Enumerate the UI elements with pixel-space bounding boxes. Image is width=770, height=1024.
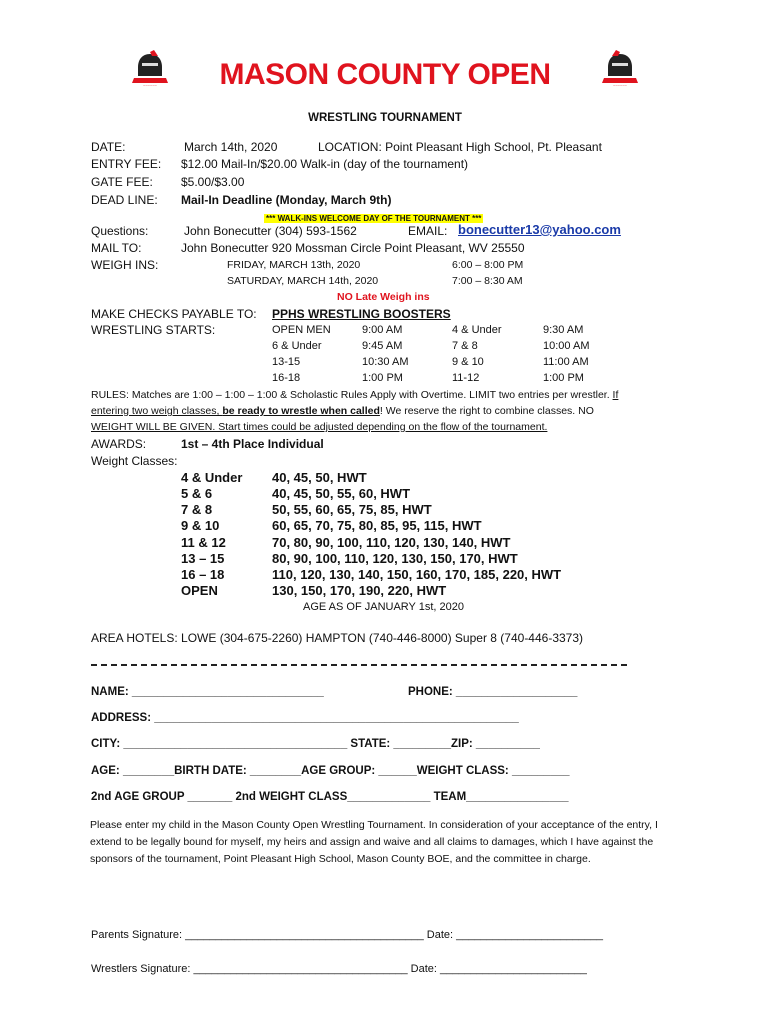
start-time: 10:30 AM bbox=[362, 356, 409, 368]
rules-line-2 bbox=[91, 405, 594, 417]
date-value: March 14th, 2020 bbox=[184, 140, 278, 154]
rules-line-3: WEIGHT WILL BE GIVEN. Start times could be adjusted depending on the flow of the tournament. bbox=[91, 421, 548, 433]
consent-paragraph: Please enter my child in the Mason County Open Wrestling Tournament. In consideration of your acceptance of the entry, I extend to be legally bound for myself, my heirs and assign and waive and all claims to damages, which I have against the sponsors of the tournament, Point Pleasant High School, Mason County BOE, and the committee in charge. bbox=[90, 819, 658, 865]
weigh-ins-label: WEIGH INS: bbox=[91, 258, 159, 272]
start-group: 11-12 bbox=[452, 372, 480, 384]
questions-label: Questions: bbox=[91, 224, 149, 238]
rules-text: RULES: Matches are 1:00 – 1:00 – 1:00 & Scholastic Rules Apply with Overtime. LIMIT two entries per wrestler. bbox=[91, 389, 613, 401]
entry-fee-value: $12.00 Mail-In/$20.00 Walk-in (day of the tournament) bbox=[181, 157, 469, 171]
location: LOCATION: Point Pleasant High School, Pt. Pleasant bbox=[318, 140, 602, 154]
questions-value: John Bonecutter (304) 593-1562 bbox=[184, 224, 357, 238]
mail-to-value: John Bonecutter 920 Mossman Circle Point Pleasant, WV 25550 bbox=[181, 241, 525, 255]
email-label: EMAIL: bbox=[408, 224, 448, 238]
start-time: 9:00 AM bbox=[362, 324, 403, 336]
weight-class-weights: 110, 120, 130, 140, 150, 160, 170, 185, 220, HWT bbox=[272, 567, 562, 582]
age-note: AGE AS OF JANUARY 1st, 2020 bbox=[303, 601, 464, 613]
deadline-label: DEAD LINE: bbox=[91, 193, 158, 207]
rules-text: ! We reserve the right to combine classes. NO bbox=[379, 405, 594, 417]
city-state-zip-field[interactable]: CITY: ___________________________________ STATE: _________ZIP: __________ bbox=[91, 738, 540, 750]
weigh-in-time: 6:00 – 8:00 PM bbox=[452, 259, 524, 271]
page-title: MASON COUNTY OPEN bbox=[219, 58, 551, 91]
weight-class-weights: 60, 65, 70, 75, 80, 85, 95, 115, HWT bbox=[272, 518, 482, 533]
weight-class-weights: 40, 45, 50, HWT bbox=[272, 470, 367, 485]
starts-label: WRESTLING STARTS: bbox=[91, 323, 216, 337]
weigh-in-time: 7:00 – 8:30 AM bbox=[452, 275, 523, 287]
email-link[interactable]: bonecutter13@yahoo.com bbox=[458, 222, 621, 237]
parent-signature-field[interactable]: Parents Signature: _______________________________________ Date: ________________________ bbox=[91, 929, 603, 941]
weight-class-group: 9 & 10 bbox=[181, 518, 220, 533]
start-group: 16-18 bbox=[272, 372, 301, 384]
start-time: 11:00 AM bbox=[543, 356, 589, 368]
rules-text-underlined: If bbox=[612, 389, 619, 401]
weight-class-group: 11 & 12 bbox=[181, 535, 226, 550]
awards-label: AWARDS: bbox=[91, 437, 147, 451]
start-time: 9:45 AM bbox=[362, 340, 403, 352]
entry-fee-label: ENTRY FEE: bbox=[91, 157, 162, 171]
svg-text:~~~~~~: ~~~~~~ bbox=[612, 83, 628, 88]
weight-class-weights: 130, 150, 170, 190, 220, HWT bbox=[272, 583, 447, 598]
start-group: 9 & 10 bbox=[452, 356, 484, 368]
weight-class-weights: 40, 45, 50, 55, 60, HWT bbox=[272, 486, 411, 501]
checks-label: MAKE CHECKS PAYABLE TO: bbox=[91, 307, 257, 321]
weight-class-group: 7 & 8 bbox=[181, 502, 213, 517]
start-time: 1:00 PM bbox=[362, 372, 403, 384]
phone-field[interactable]: PHONE: ___________________ bbox=[408, 686, 578, 698]
weight-class-group: 4 & Under bbox=[181, 470, 243, 485]
weigh-in-day: SATURDAY, MARCH 14th, 2020 bbox=[227, 275, 379, 287]
rules-text-underlined: entering two weigh classes, bbox=[91, 405, 223, 417]
start-time: 1:00 PM bbox=[543, 372, 584, 384]
page-subtitle: WRESTLING TOURNAMENT bbox=[308, 112, 462, 124]
rules-line-1 bbox=[91, 389, 618, 401]
weight-class-group: 16 – 18 bbox=[181, 567, 225, 582]
rules-text-emphasis: be ready to wrestle when called bbox=[222, 405, 380, 417]
weight-class-weights: 80, 90, 100, 110, 120, 130, 150, 170, HWT bbox=[272, 551, 518, 566]
weight-class-group: 13 – 15 bbox=[181, 551, 225, 566]
name-field[interactable]: NAME: ______________________________ bbox=[91, 686, 324, 698]
weight-class-weights: 70, 80, 90, 100, 110, 120, 130, 140, HWT bbox=[272, 535, 511, 550]
gate-fee-value: $5.00/$3.00 bbox=[181, 175, 245, 189]
mail-to-label: MAIL TO: bbox=[91, 241, 142, 255]
walkins-note: *** WALK-INS WELCOME DAY OF THE TOURNAMENT *** bbox=[266, 214, 482, 223]
second-group-class-team-field[interactable]: 2nd AGE GROUP _______ 2nd WEIGHT CLASS_____________ TEAM________________ bbox=[91, 791, 569, 803]
weight-class-group: 5 & 6 bbox=[181, 486, 213, 501]
area-hotels: AREA HOTELS: LOWE (304-675-2260) HAMPTON (740-446-8000) Super 8 (740-446-3373) bbox=[91, 631, 584, 645]
weight-class-group: OPEN bbox=[181, 583, 218, 598]
start-time: 9:30 AM bbox=[543, 324, 584, 336]
weigh-in-day: FRIDAY, MARCH 13th, 2020 bbox=[227, 259, 361, 271]
start-group: OPEN MEN bbox=[272, 324, 331, 336]
date-label: DATE: bbox=[91, 140, 126, 154]
gate-fee-label: GATE FEE: bbox=[91, 175, 153, 189]
weight-class-weights: 50, 55, 60, 65, 75, 85, HWT bbox=[272, 502, 432, 517]
wrestler-signature-field[interactable]: Wrestlers Signature: ___________________________________ Date: ________________________ bbox=[91, 963, 587, 975]
start-group: 13-15 bbox=[272, 356, 301, 368]
deadline-value: Mail-In Deadline (Monday, March 9th) bbox=[181, 193, 392, 207]
svg-text:~~~~~~: ~~~~~~ bbox=[142, 83, 158, 88]
start-group: 6 & Under bbox=[272, 340, 322, 352]
checks-value: PPHS WRESTLING BOOSTERS bbox=[272, 307, 451, 321]
start-group: 7 & 8 bbox=[452, 340, 478, 352]
age-birthdate-group-class-field[interactable]: AGE: ________BIRTH DATE: ________AGE GROUP: ______WEIGHT CLASS: _________ bbox=[91, 765, 570, 777]
start-time: 10:00 AM bbox=[543, 340, 590, 352]
weight-classes-label: Weight Classes: bbox=[91, 454, 178, 468]
no-late-weigh-ins: NO Late Weigh ins bbox=[337, 291, 430, 303]
start-group: 4 & Under bbox=[452, 324, 502, 336]
address-field[interactable]: ADDRESS: _________________________________________________________ bbox=[91, 712, 519, 724]
awards-value: 1st – 4th Place Individual bbox=[181, 437, 324, 451]
divider bbox=[91, 664, 627, 666]
